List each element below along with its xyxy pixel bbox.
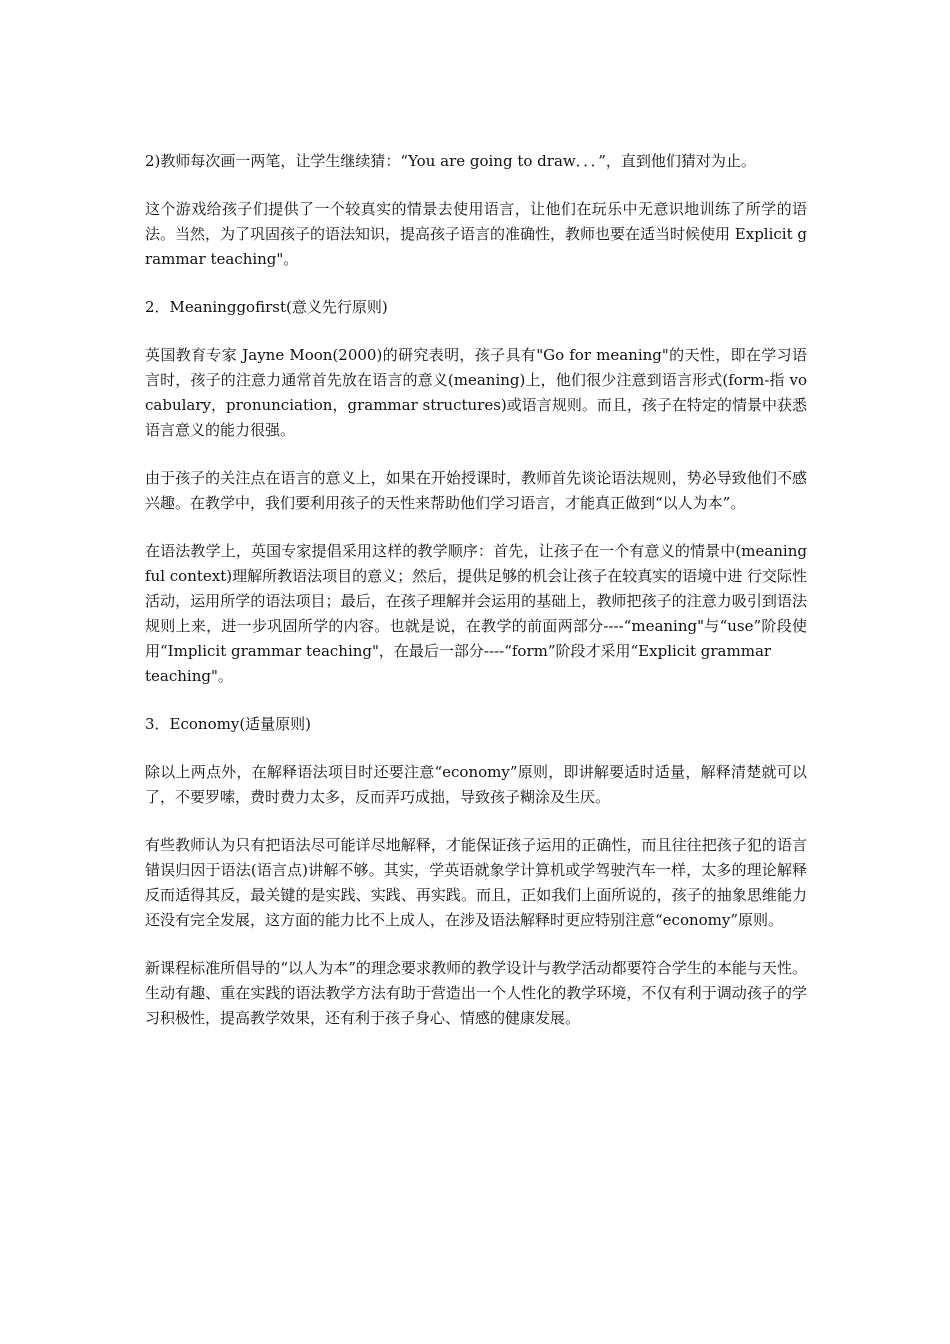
paragraph-teaching-order-tail: teaching"。 [145, 667, 233, 685]
paragraph-teaching-order-body: 在语法教学上，英国专家提倡采用这样的教学顺序：首先，让孩子在一个有意义的情景中(meaningful context)理解所教语法项目的意义；然后，提供足够的机会让孩子在较真实的语境中进 行交际性活动，运用所学的语法项目；最后，在孩子理解并会运用的基础上，教师把孩子的注意力吸引到语法规则上来，进一步巩固所学的内容。也就是说，在教学的前面两部分----“meaning"与“use”阶段使用“Implicit grammar teaching"，在最后一部分----“form”阶段才采用“Explicit grammar [145, 542, 807, 660]
paragraph-children-focus: 由于孩子的关注点在语言的意义上，如果在开始授课时，教师首先谈论语法规则，势必导致他们不感兴趣。在教学中，我们要利用孩子的天性来帮助他们学习语言，才能真正做到“以人为本”。 [145, 469, 807, 512]
paragraph-economy-principle: 除以上两点外，在解释语法项目时还要注意“economy”原则，即讲解要适时适量，解释清楚就可以了，不要罗嗦，费时费力太多，反而弄巧成拙，导致孩子糊涂及生厌。 [145, 763, 807, 806]
paragraph-game-benefit: 这个游戏给孩子们提供了一个较真实的情景去使用语言，让他们在玩乐中无意识地训练了所学的语法。当然，为了巩固孩子的语法知识，提高孩子语言的准确性，教师也要在适当时候使用 Explicit grammar teaching"。 [145, 200, 807, 268]
section-heading-meaning-first: 2．Meaninggofirst(意义先行原则) [145, 298, 388, 316]
paragraph-over-explanation: 有些教师认为只有把语法尽可能详尽地解释，才能保证孩子运用的正确性，而且往往把孩子犯的语言错误归因于语法(语言点)讲解不够。其实，学英语就象学计算机或学驾驶汽车一样，太多的理论解释反而适得其反，最关键的是实践、实践、再实践。而且，正如我们上面所说的，孩子的抽象思维能力还没有完全发展，这方面的能力比不上成人，在涉及语法解释时更应特别注意“economy”原则。 [145, 836, 807, 929]
paragraph-guessing-step: 2)教师每次画一两笔，让学生继续猜：“You are going to draw．．．”，直到他们猜对为止。 [145, 152, 756, 170]
paragraph-jayne-moon-research: 英国教育专家 Jayne Moon(2000)的研究表明，孩子具有"Go for meaning"的天性，即在学习语言时，孩子的注意力通常首先放在语言的意义(meaning)上，他们很少注意到语言形式(form-指 vocabulary，pronunciation，grammar structures)或语言规则。而且，孩子在特定的情景中获悉语言意义的能力很强。 [145, 346, 807, 439]
paragraph-teaching-order [145, 539, 807, 689]
document-page [145, 149, 807, 1054]
section-heading-economy: 3．Economy(适量原则) [145, 715, 312, 733]
paragraph-new-curriculum: 新课程标准所倡导的“以人为本”的理念要求教师的教学设计与教学活动都要符合学生的本能与天性。生动有趣、重在实践的语法教学方法有助于营造出一个人性化的教学环境，不仅有利于调动孩子的学习积极性，提高教学效果，还有利于孩子身心、情感的健康发展。 [145, 959, 807, 1027]
